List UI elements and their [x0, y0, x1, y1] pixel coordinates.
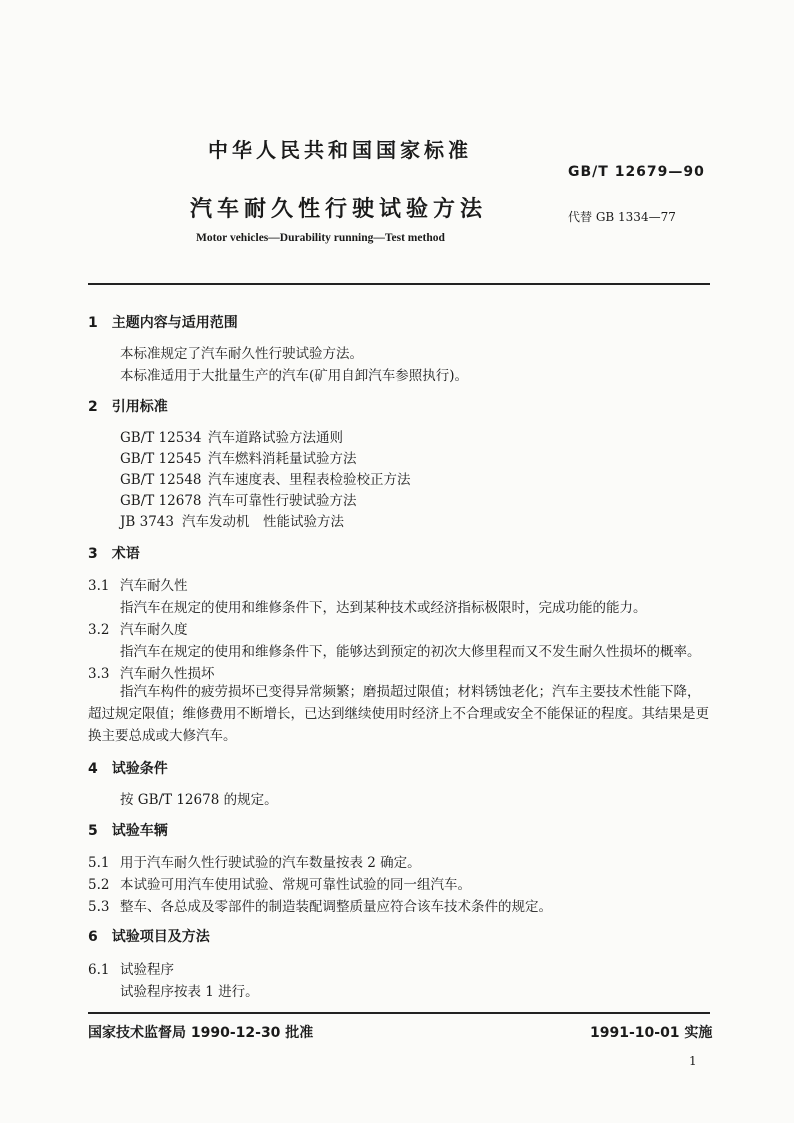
- reference-item: [120, 426, 343, 446]
- section-1-paragraph-1: 本标准规定了汽车耐久性行驶试验方法。: [120, 346, 363, 362]
- section-6-paragraph: 试验程序按表 1 进行。: [120, 984, 259, 1000]
- section-2-heading: 2 引用标准: [88, 399, 168, 415]
- document-title: 汽车耐久性行驶试验方法: [190, 197, 488, 222]
- reference-item: [120, 489, 357, 509]
- term-number: 3.2: [88, 622, 110, 638]
- clause-text: 用于汽车耐久性行驶试验的汽车数量按表 2 确定。: [120, 855, 421, 871]
- term-name: 汽车耐久度: [120, 622, 188, 638]
- reference-title: 汽车发动机 性能试验方法: [182, 514, 344, 530]
- reference-title: 汽车燃料消耗量试验方法: [208, 451, 357, 467]
- reference-code: GB/T 12678: [120, 493, 202, 509]
- section-4-heading: 4 试验条件: [88, 761, 168, 777]
- section-3-heading: 3 术语: [88, 546, 140, 562]
- reference-code: GB/T 12534: [120, 430, 202, 446]
- term-3-1-definition: 指汽车在规定的使用和维修条件下，达到某种技术或经济指标极限时，完成功能的能力。: [120, 600, 647, 616]
- replaces-standard: 代替 GB 1334—77: [568, 210, 676, 224]
- section-1-paragraph-2: 本标准适用于大批量生产的汽车(矿用自卸汽车参照执行)。: [120, 368, 469, 384]
- reference-code: GB/T 12545: [120, 451, 202, 467]
- reference-item: [120, 447, 357, 467]
- clause-text: 试验程序: [120, 962, 174, 978]
- english-title: Motor vehicles—Durability running—Test method: [196, 232, 445, 244]
- clause-number: 5.2: [88, 877, 110, 893]
- term-number: 3.3: [88, 666, 110, 682]
- term-3-2-definition: 指汽车在规定的使用和维修条件下，能够达到预定的初次大修里程而又不发生耐久性损坏的概率。: [120, 644, 701, 660]
- section-1-heading: 1 主题内容与适用范围: [88, 315, 238, 331]
- standard-organization: 中华人民共和国国家标准: [208, 138, 472, 162]
- page-number: 1: [689, 1054, 697, 1068]
- term-3-1: [88, 574, 188, 594]
- clause-number: 5.1: [88, 855, 110, 871]
- term-name: 汽车耐久性损坏: [120, 666, 215, 682]
- footer-divider: [88, 1012, 710, 1014]
- clause-number: 6.1: [88, 962, 110, 978]
- reference-code: GB/T 12548: [120, 472, 202, 488]
- header-divider: [88, 283, 710, 285]
- implementation-date: 1991-10-01 实施: [590, 1025, 713, 1041]
- reference-code: JB 3743: [120, 514, 174, 530]
- standard-number: GB/T 12679—90: [568, 164, 705, 180]
- term-name: 汽车耐久性: [120, 578, 188, 594]
- approval-date: 国家技术监督局 1990-12-30 批准: [88, 1025, 314, 1041]
- term-3-2: [88, 618, 188, 638]
- clause-number: 5.3: [88, 899, 110, 915]
- clause-6-1: [88, 958, 174, 978]
- clause-5-1: [88, 851, 421, 871]
- reference-title: 汽车速度表、里程表检验校正方法: [208, 472, 411, 488]
- reference-title: 汽车道路试验方法通则: [208, 430, 343, 446]
- clause-text: 本试验可用汽车使用试验、常规可靠性试验的同一组汽车。: [120, 877, 471, 893]
- term-number: 3.1: [88, 578, 110, 594]
- section-5-heading: 5 试验车辆: [88, 823, 168, 839]
- clause-text: 整车、各总成及零部件的制造装配调整质量应符合该车技术条件的规定。: [120, 899, 552, 915]
- term-3-3: [88, 662, 215, 682]
- section-4-paragraph: 按 GB/T 12678 的规定。: [120, 792, 278, 808]
- reference-title: 汽车可靠性行驶试验方法: [208, 493, 357, 509]
- section-6-heading: 6 试验项目及方法: [88, 929, 210, 945]
- reference-item: [120, 468, 411, 488]
- clause-5-2: [88, 873, 471, 893]
- clause-5-3: [88, 895, 552, 915]
- term-3-3-definition: 指汽车构件的疲劳损坏已变得异常频繁；磨损超过限值；材料锈蚀老化；汽车主要技术性能下降，超过规定限值；维修费用不断增长，已达到继续使用时经济上不合理或安全不能保证的程度。其结果是更换主要总成或大修汽车。: [88, 684, 709, 744]
- reference-item: [120, 510, 344, 530]
